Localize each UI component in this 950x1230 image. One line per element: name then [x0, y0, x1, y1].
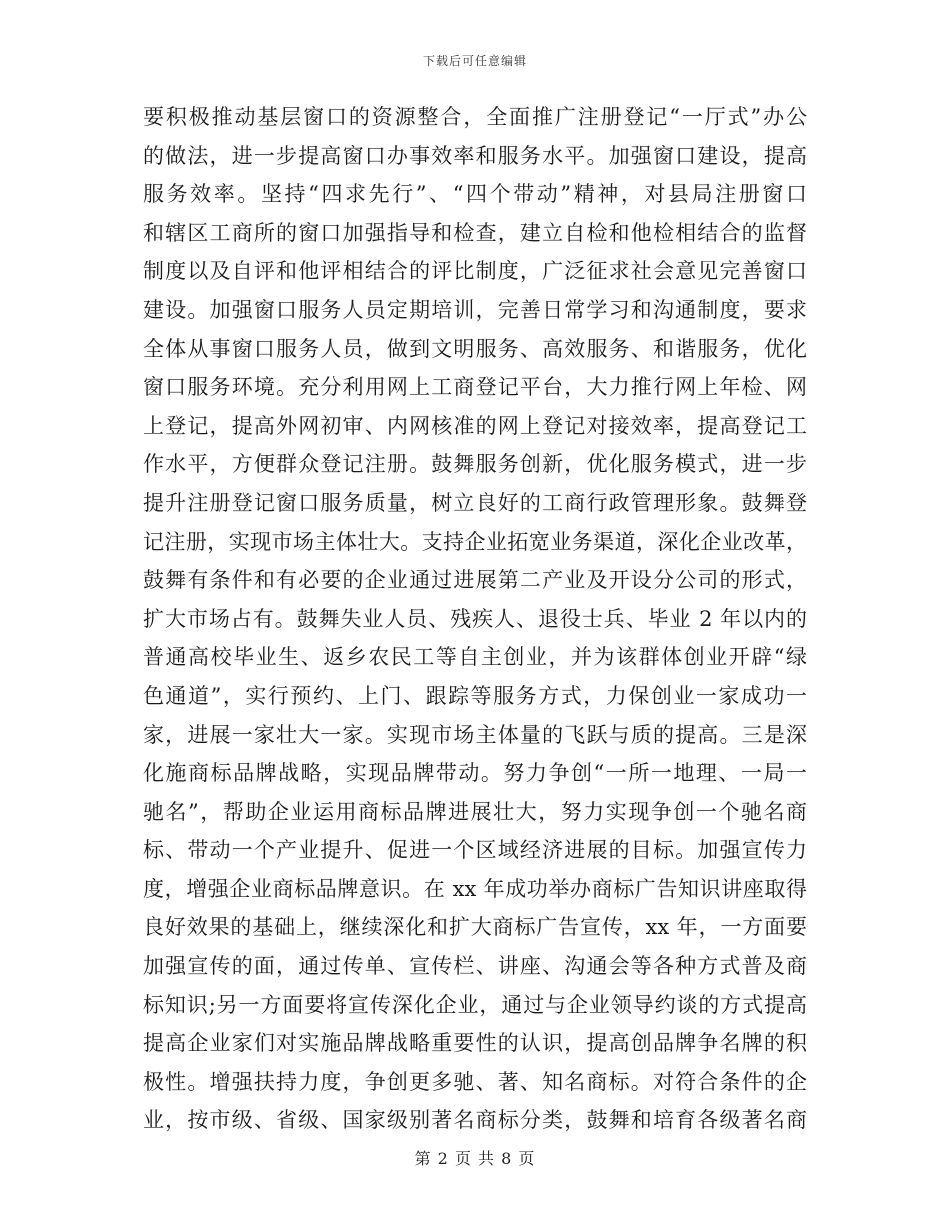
body-line: 扩大市场占有。鼓舞失业人员、残疾人、退役士兵、毕业 2 年以内的	[143, 606, 807, 631]
body-line: 极性。增强扶持力度，争创更多驰、著、知名商标。对符合条件的企	[143, 1069, 807, 1094]
body-line: 建设。加强窗口服务人员定期培训，完善日常学习和沟通制度，要求	[143, 297, 807, 322]
document-body	[143, 98, 807, 1140]
body-line: 和辖区工商所的窗口加强指导和检查，建立自检和他检相结合的监督	[143, 220, 807, 245]
body-line: 普通高校毕业生、返乡农民工等自主创业，并为该群体创业开辟“绿	[143, 645, 807, 670]
body-line: 服务效率。坚持“四求先行”、“四个带动”精神，对县局注册窗口	[143, 182, 807, 207]
body-line: 提升注册登记窗口服务质量，树立良好的工商行政管理形象。鼓舞登	[143, 490, 807, 515]
page-header: 下载后可任意编辑	[422, 54, 527, 68]
body-line: 窗口服务环境。充分利用网上工商登记平台，大力推行网上年检、网	[143, 375, 807, 400]
body-line: 全体从事窗口服务人员，做到文明服务、高效服务、和谐服务，优化	[143, 336, 807, 361]
body-line: 作水平，方便群众登记注册。鼓舞服务创新，优化服务模式，进一步	[143, 452, 807, 477]
body-line: 家，进展一家壮大一家。实现市场主体量的飞跃与质的提高。三是深	[143, 722, 807, 747]
body-line: 记注册，实现市场主体壮大。支持企业拓宽业务渠道，深化企业改革，	[143, 529, 807, 554]
body-line: 加强宣传的面，通过传单、宣传栏、讲座、沟通会等各种方式普及商	[143, 954, 807, 979]
body-line: 上登记，提高外网初审、内网核准的网上登记对接效率，提高登记工	[143, 413, 807, 438]
body-line: 制度以及自评和他评相结合的评比制度，广泛征求社会意见完善窗口	[143, 259, 807, 284]
body-line: 度，增强企业商标品牌意识。在 xx 年成功举办商标广告知识讲座取得	[143, 876, 807, 901]
body-line: 良好效果的基础上，继续深化和扩大商标广告宣传，xx 年，一方面要	[143, 915, 807, 940]
body-line: 驰名”，帮助企业运用商标品牌进展壮大，努力实现争创一个驰名商	[143, 799, 807, 824]
body-line: 色通道”，实行预约、上门、跟踪等服务方式，力保创业一家成功一	[143, 683, 807, 708]
body-line: 标知识;另一方面要将宣传深化企业，通过与企业领导约谈的方式提高	[143, 992, 807, 1017]
body-line: 化施商标品牌战略，实现品牌带动。努力争创“一所一地理、一局一	[143, 761, 807, 786]
body-line: 要积极推动基层窗口的资源整合，全面推广注册登记“一厅式”办公	[143, 105, 807, 129]
body-line: 的做法，进一步提高窗口办事效率和服务水平。加强窗口建设，提高	[143, 143, 807, 168]
body-line: 业，按市级、省级、国家级别著名商标分类，鼓舞和培育各级著名商	[143, 1108, 807, 1133]
body-line: 标、带动一个产业提升、促进一个区域经济进展的目标。加强宣传力	[143, 838, 807, 863]
page-number: 第 2 页 共 8 页	[414, 1149, 536, 1168]
body-line: 提高企业家们对实施品牌战略重要性的认识，提高创品牌争名牌的积	[143, 1031, 807, 1056]
body-line: 鼓舞有条件和有必要的企业通过进展第二产业及开设分公司的形式，	[143, 568, 807, 593]
